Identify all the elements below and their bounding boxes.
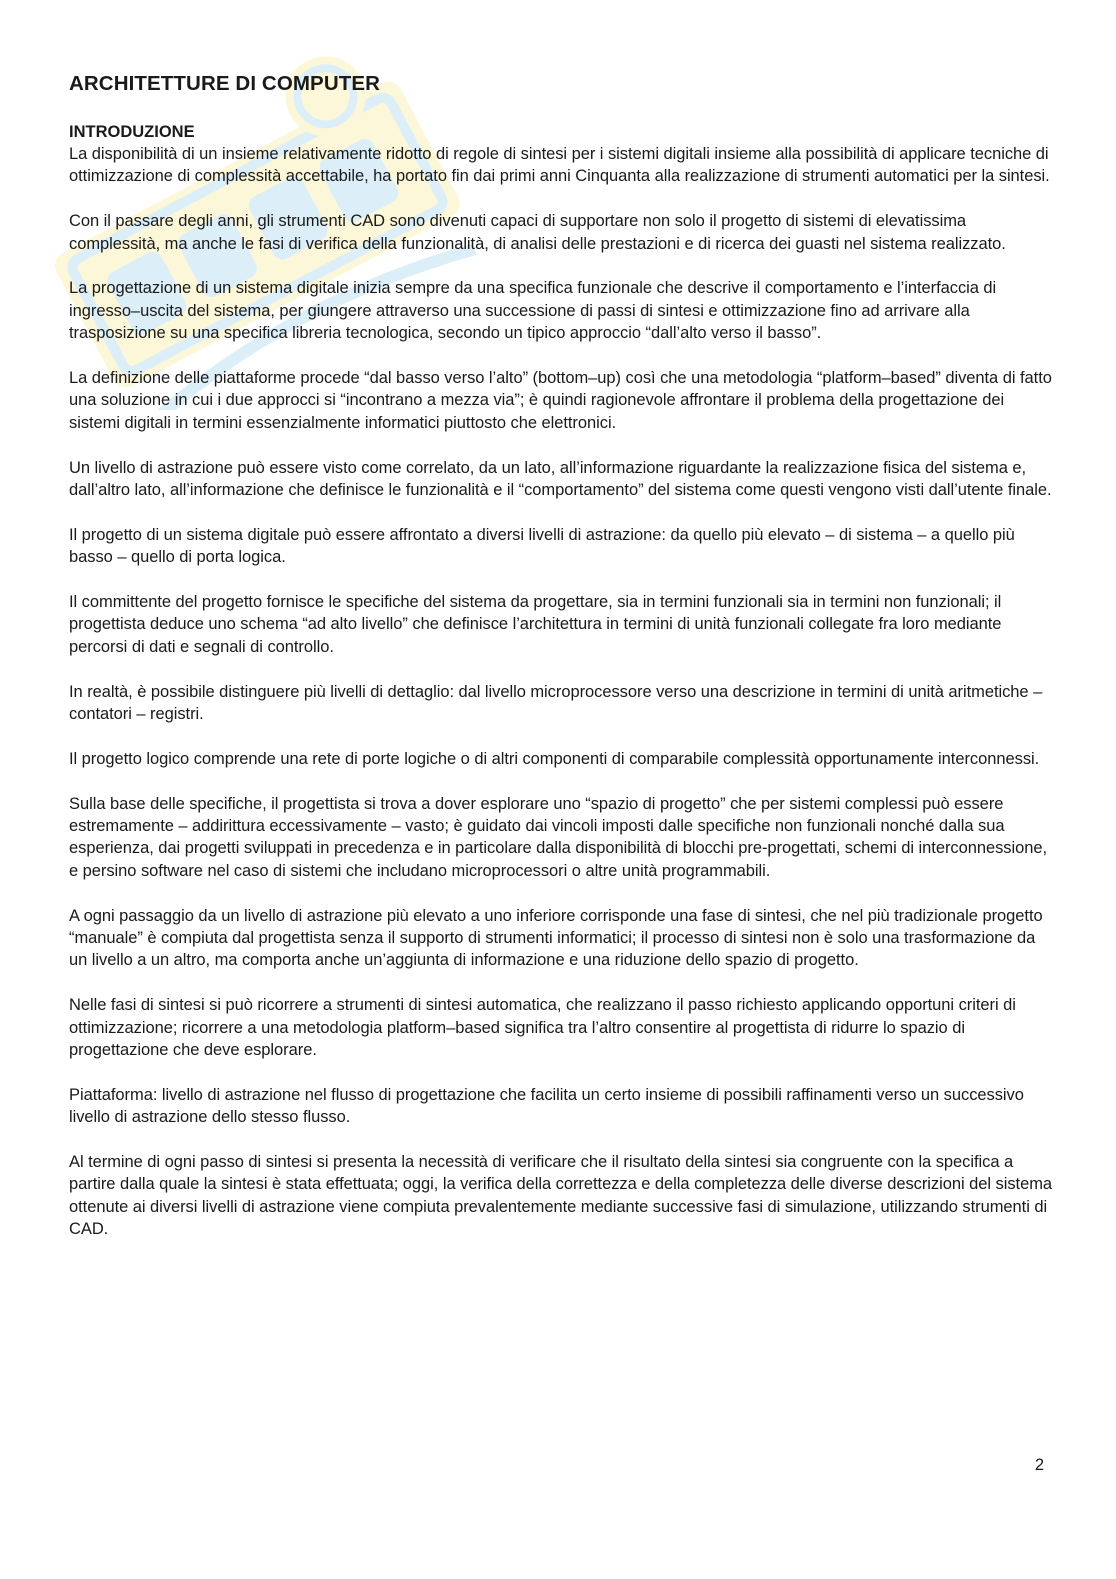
paragraph-5: Un livello di astrazione può essere visto come correlato, da un lato, all’informazione riguardante la realizzazione fisica del sistema e, dall’altro lato, all’informazione che definisce le funzionalità e il “comportamento” del sistema come questi vengono visti dall’utente finale. [69,458,1052,500]
paragraph-8: In realtà, è possibile distinguere più livelli di dettaglio: dal livello microprocessore verso una descrizione in termini di unità aritmetiche – contatori – registri. [69,682,1043,724]
paragraph-7: Il committente del progetto fornisce le specifiche del sistema da progettare, sia in termini funzionali sia in termini non funzionali; il progettista deduce uno schema “ad alto livello” che definisce l’architettura in termini di unità funzionali collegate fra loro mediante percorsi di dati e segnali di controllo. [69,593,1002,656]
paragraph-11: A ogni passaggio da un livello di astrazione più elevato a uno inferiore corrisponde una fase di sintesi, che nel più tradizionale progetto “manuale” è compiuta dal progettista senza il supporto di strumenti informatici; il processo di sintesi non è solo una trasformazione da un livello a un altro, ma comporta anche un’aggiunta di informazione e una riduzione dello spazio di progetto. [69,906,1043,970]
paragraph-9: Il progetto logico comprende una rete di porte logiche o di altri componenti di comparabile complessità opportunamente interconnessi. [69,749,1040,768]
paragraph-6: Il progetto di un sistema digitale può essere affrontato a diversi livelli di astrazione: da quello più elevato – di sistema – a quello più basso – quello di porta logica. [69,525,1015,567]
paragraph-4: La definizione delle piattaforme procede “dal basso verso l’alto” (bottom–up) così che una metodologia “platform–based” diventa di fatto una soluzione in cui i due approcci si “incontrano a mezza via”; è quindi ragionevole affrontare il problema della progettazione dei sistemi digitali in termini essenzialmente informatici piuttosto che elettronici. [69,369,1052,432]
page-number: 2 [1034,1456,1044,1474]
paragraph-13: Piattaforma: livello di astrazione nel flusso di progettazione che facilita un certo insieme di possibili raffinamenti verso un successivo livello di astrazione dello stesso flusso. [69,1085,1024,1127]
paragraph-14: Al termine di ogni passo di sintesi si presenta la necessità di verificare che il risultato della sintesi sia congruente con la specifica a partire dalla quale la sintesi è stata effettuata; oggi, la verifica della correttezza e della completezza delle diverse descrizioni del sistema ottenute ai diversi livelli di astrazione viene compiuta prevalentemente mediante successive fasi di simulazione, utilizzando strumenti di CAD. [69,1153,1053,1239]
document-title: ARCHITETTURE DI COMPUTER [69,72,381,95]
paragraph-2: Con il passare degli anni, gli strumenti CAD sono divenuti capaci di supportare non solo il progetto di sistemi di elevatissima complessità, ma anche le fasi di verifica della funzionalità, di analisi delle prestazioni e di ricerca dei guasti nel sistema realizzato. [69,212,1006,253]
paragraph-3: La progettazione di un sistema digitale inizia sempre da una specifica funzionale che descrive il comportamento e l’interfaccia di ingresso–uscita del sistema, per giungere attraverso una successione di passi di sintesi e ottimizzazione fino ad arrivare alla trasposizione su una specifica libreria tecnologica, secondo un tipico approccio “dall’alto verso il basso”. [69,279,997,343]
paragraph-12: Nelle fasi di sintesi si può ricorrere a strumenti di sintesi automatica, che realizzano il passo richiesto applicando opportuni criteri di ottimizzazione; ricorrere a una metodologia platform–based significa tra l’altro consentire al progettista di ridurre lo spazio di progettazione che deve esplorare. [69,996,1016,1060]
section-heading: INTRODUZIONE [69,123,195,141]
document-content [69,71,1054,1263]
paragraph-10: Sulla base delle specifiche, il progettista si trova a dover esplorare uno “spazio di progetto” che per sistemi complessi può essere estremamente – addirittura eccessivamente – vasto; è guidato dai vincoli imposti dalle specifiche non funzionali nonché dalla sua esperienza, dai progetti sviluppati in precedenza e in particolare dalla disponibilità di blocchi pre-progettati, schemi di interconnessione, e persino software nel caso di sistemi che includano microprocessori o altre unità programmabili. [69,794,1048,880]
paragraph-1: La disponibilità di un insieme relativamente ridotto di regole di sintesi per i sistemi digitali insieme alla possibilità di applicare tecniche di ottimizzazione di complessità accettabile, ha portato fin dai primi anni Cinquanta alla realizzazione di strumenti automatici per la sintesi. [69,145,1050,186]
